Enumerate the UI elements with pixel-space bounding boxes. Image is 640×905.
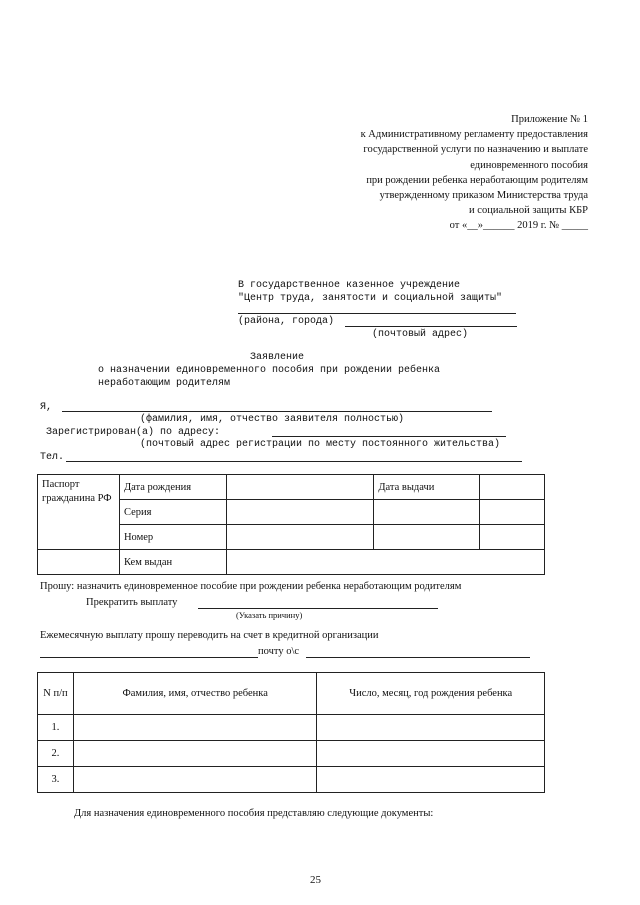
issued-by-label: Кем выдан xyxy=(119,550,226,575)
child-birth-cell[interactable] xyxy=(317,715,545,741)
request-line: Прошу: назначить единовременное пособие при рождении ребенка неработающим родителям xyxy=(40,581,462,592)
issued-by-cell[interactable] xyxy=(226,550,544,575)
child-birth-cell[interactable] xyxy=(317,741,545,767)
appendix-line: при рождении ребенка неработающим родителям xyxy=(366,174,588,186)
appendix-line: единовременного пособия xyxy=(470,159,588,171)
applicant-i-label: Я, xyxy=(40,402,53,413)
reason-hint: (Указать причину) xyxy=(236,610,303,620)
table-row xyxy=(38,741,545,767)
passport-empty-cell xyxy=(38,550,120,575)
col-birth-header: Число, месяц, год рождения ребенка xyxy=(317,673,545,715)
col-number-header: N п/п xyxy=(38,673,74,715)
child-fio-cell[interactable] xyxy=(73,767,317,793)
application-subtitle-2: неработающим родителям xyxy=(98,378,231,389)
row-number: 1. xyxy=(38,715,74,741)
stop-reason-line[interactable] xyxy=(198,608,438,609)
addressee-blank-line[interactable] xyxy=(238,313,516,314)
application-subtitle-1: о назначении единовременного пособия при рождении ребенка xyxy=(98,365,441,376)
page-number: 25 xyxy=(310,874,321,886)
appendix-line: к Административному регламенту предоставления xyxy=(360,129,588,141)
bank-name-line[interactable] xyxy=(40,657,258,658)
registered-hint: (почтовый адрес регистрации по месту постоянного жительства) xyxy=(140,439,501,450)
documents-line: Для назначения единовременного пособия представляю следующие документы: xyxy=(74,808,434,819)
transfer-line: Ежемесячную выплату прошу переводить на счет в кредитной организации xyxy=(40,630,379,641)
appendix-header xyxy=(361,112,588,234)
series-extra-cell-2[interactable] xyxy=(480,500,545,525)
number-extra-cell-2[interactable] xyxy=(480,525,545,550)
addressee-line-1: В государственное казенное учреждение xyxy=(238,280,461,291)
col-fio-header: Фамилия, имя, отчество ребенка xyxy=(73,673,317,715)
passport-doc-label: Паспорт гражданина РФ xyxy=(38,475,120,550)
passport-table xyxy=(37,474,545,575)
table-row xyxy=(38,767,545,793)
appendix-line: от «__»______ 2019 г. № _____ xyxy=(449,220,588,232)
number-cell[interactable] xyxy=(226,525,374,550)
post-office-label: почту о\с xyxy=(258,646,300,657)
child-fio-cell[interactable] xyxy=(73,741,317,767)
postal-address-label: (почтовый адрес) xyxy=(372,329,469,340)
table-row xyxy=(38,550,545,575)
applicant-fio-line[interactable] xyxy=(62,411,492,412)
fio-hint: (фамилия, имя, отчество заявителя полностью) xyxy=(140,414,405,425)
children-table xyxy=(37,672,545,793)
appendix-line: государственной услуги по назначению и выплате xyxy=(363,144,588,156)
number-label: Номер xyxy=(119,525,226,550)
phone-line[interactable] xyxy=(66,461,522,462)
issue-date-cell[interactable] xyxy=(480,475,545,500)
series-extra-cell[interactable] xyxy=(374,500,480,525)
row-number: 2. xyxy=(38,741,74,767)
table-row xyxy=(38,475,545,500)
series-cell[interactable] xyxy=(226,500,374,525)
birth-date-cell[interactable] xyxy=(226,475,374,500)
registered-address-line[interactable] xyxy=(272,436,506,437)
addressee-line-2: "Центр труда, занятости и социальной защиты" xyxy=(238,293,503,304)
issue-date-label: Дата выдачи xyxy=(374,475,480,500)
district-label: (района, города) xyxy=(238,316,335,327)
table-header-row xyxy=(38,673,545,715)
child-fio-cell[interactable] xyxy=(73,715,317,741)
registered-label: Зарегистрирован(а) по адресу: xyxy=(46,427,221,438)
series-label: Серия xyxy=(119,500,226,525)
birth-date-label: Дата рождения xyxy=(119,475,226,500)
table-row xyxy=(38,715,545,741)
child-birth-cell[interactable] xyxy=(317,767,545,793)
appendix-line: и социальной защиты КБР xyxy=(469,205,588,217)
district-blank-line[interactable] xyxy=(345,326,517,327)
appendix-line: утвержденному приказом Министерства труда xyxy=(379,190,588,202)
appendix-line: Приложение № 1 xyxy=(511,114,588,125)
row-number: 3. xyxy=(38,767,74,793)
application-title: Заявление xyxy=(250,352,305,363)
number-extra-cell[interactable] xyxy=(374,525,480,550)
post-office-line[interactable] xyxy=(306,657,530,658)
phone-label: Тел. xyxy=(40,452,65,463)
stop-payment-label: Прекратить выплату xyxy=(86,597,178,608)
